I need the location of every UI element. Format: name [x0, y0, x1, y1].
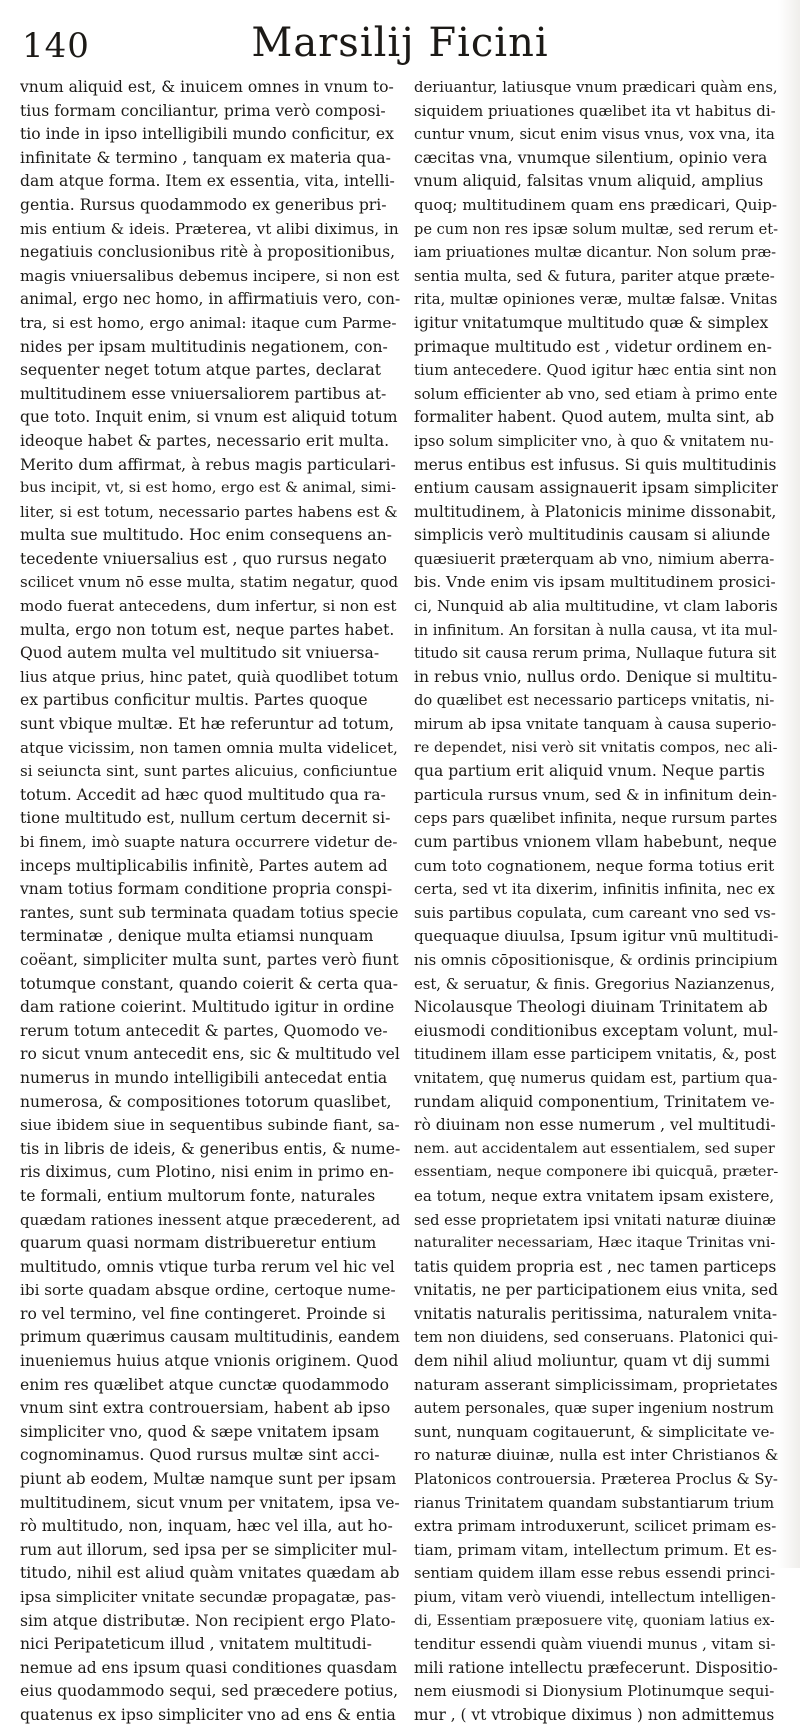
- text-line: cuntur vnum, sicut enim visus vnus, vox vna, ita: [414, 126, 775, 144]
- text-line: mur , ( vt vtrobique diximus ) non admittemus: [414, 1705, 775, 1724]
- text-line: nides per ipsam multitudinis negationem, con-: [20, 337, 388, 356]
- text-line: pe cum non res ipsæ solum multæ, sed rerum et-: [414, 220, 778, 238]
- text-line: bus incipit, vt, si est homo, ergo est & animal, simi-: [20, 480, 397, 497]
- text-line: tione multitudo est, nullum certum decernit si-: [20, 809, 391, 828]
- page-header: [22, 20, 778, 68]
- text-line: simpliciter vno, quod & sæpe vnitatem ipsam: [20, 1422, 380, 1441]
- text-line: liter, si est totum, necessario partes habens est &: [20, 502, 398, 521]
- text-line: nem eiusmodi si Dionysium Plotinumque sequi-: [414, 1682, 775, 1701]
- text-line: nem. aut accidentalem aut essentialem, sed super: [414, 1140, 775, 1157]
- text-line: atque vicissim, non tamen omnia multa videlicet,: [20, 738, 398, 757]
- text-line: ex partibus conficitur multis. Partes quoque: [20, 691, 368, 710]
- page-number: 140: [22, 26, 90, 66]
- text-line: extra primam introduxerunt, scilicet primam es-: [414, 1518, 777, 1536]
- text-line: animal, ergo nec homo, in affirmatiuis vero, con-: [20, 290, 400, 309]
- text-line: multa sue multitudo. Hoc enim consequens an-: [20, 526, 392, 545]
- text-line: mis entium & ideis. Præterea, vt alibi diximus, in: [20, 219, 399, 238]
- text-line: tecedente vniuersalius est , quo rursus negato: [20, 549, 387, 568]
- text-line: sequenter neget totum atque partes, declarat: [20, 361, 382, 380]
- text-line: enim res quælibet atque cunctæ quodammodo: [20, 1375, 389, 1394]
- text-line: sunt vbique multæ. Et hæ referuntur ad totum,: [20, 715, 395, 734]
- text-line: merus entibus est infusus. Si quis multitudinis: [414, 455, 777, 474]
- text-line: piunt ab eodem, Multæ namque sunt per ipsam: [20, 1470, 397, 1489]
- text-line: eiusmodi conditionibus exceptam volunt, mul-: [414, 1021, 778, 1040]
- text-line: tium antecedere. Quod igitur hæc entia sint non: [414, 362, 777, 380]
- text-line: sentia multa, sed & futura, pariter atque præte-: [414, 267, 775, 285]
- text-line: primaque multitudo est , videtur ordinem en-: [414, 337, 772, 356]
- text-line: mili ratione intellectu præfecerunt. Dispositio-: [414, 1658, 778, 1677]
- text-line: bis. Vnde enim vis ipsam multitudinem prosici-: [414, 573, 776, 592]
- text-line: tiam, primam vitam, intellectum primum. Et es-: [414, 1540, 777, 1559]
- text-line: vnitatem, quę numerus quidam est, partium qua-: [414, 1069, 778, 1087]
- text-line: tenditur essendi quàm viuendi munus , vitam si-: [414, 1636, 776, 1654]
- text-line: rum aut illorum, sed ipsa per se simpliciter mul-: [20, 1540, 398, 1559]
- text-line: do quælibet est necessario particeps vnitatis, ni-: [414, 692, 775, 710]
- text-line: quatenus ex ipso simpliciter vno ad ens & entia: [20, 1705, 396, 1724]
- text-line: pium, vitam verò viuendi, intellectum intelligen-: [414, 1589, 776, 1606]
- text-line: tatis quidem propria est , nec tamen particeps: [414, 1257, 777, 1276]
- text-line: certa, sed vt ita dixerim, infinitis infinita, nec ex: [414, 881, 775, 899]
- text-line: terminatæ , denique multa etiamsi nunquam: [20, 927, 374, 946]
- text-line: ea totum, neque extra vnitatem ipsam existere,: [414, 1186, 775, 1205]
- running-head: Marsilij Ficini: [251, 20, 549, 66]
- text-line: vnitatis naturalis peritissima, naturalem vnita-: [414, 1304, 778, 1323]
- text-line: rita, multæ opiniones veræ, multæ falsæ. Vnitas: [414, 291, 778, 309]
- text-line: rerum totum antecedit & partes, Quomodo ve-: [20, 1021, 388, 1040]
- text-line: tis in libris de ideis, & generibus entis, & nume-: [20, 1139, 400, 1158]
- text-line: multa, ergo non totum est, neque partes habet.: [20, 620, 395, 639]
- text-line: si seiuncta sint, sunt partes alicuius, conficiuntue: [20, 762, 398, 781]
- text-line: negatiuis conclusionibus ritè à propositionibus,: [20, 243, 396, 262]
- text-line: ro naturæ diuinæ, nulla est inter Christianos &: [414, 1446, 778, 1465]
- text-line: que toto. Inquit enim, si vnum est aliquid totum: [20, 408, 398, 427]
- text-line: quæsiuerit præterquam ab vno, nimium aberra-: [414, 550, 775, 568]
- text-line: formaliter habent. Quod autem, multa sint, ab: [414, 408, 775, 427]
- text-line: rundam aliquid componentium, Trinitatem ve-: [414, 1092, 775, 1111]
- text-line: tem non diuidens, sed conseruans. Platonici qui-: [414, 1329, 778, 1347]
- text-line: igitur vnitatumque multitudo quæ & simplex: [414, 313, 769, 332]
- text-line: ipsa simpliciter vnitate secundæ propagatæ, pas-: [20, 1588, 396, 1606]
- text-line: ris diximus, cum Plotino, nisi enim in primo en-: [20, 1163, 394, 1182]
- text-line: simplicis verò multitudinis causam si aliunde: [414, 526, 771, 545]
- text-line: mirum ab ipsa vnitate tanquam à causa superio-: [414, 716, 777, 734]
- text-line: gentia. Rursus quodammodo ex generibus pri-: [20, 195, 387, 214]
- text-line: entium causam assignauerit ipsam simpliciter: [414, 479, 778, 498]
- text-line: numerosa, & compositiones totorum quaslibet,: [20, 1092, 392, 1111]
- text-line: titudinem illam esse participem vnitatis, &, post: [414, 1046, 777, 1064]
- text-line: coëant, simpliciter multa sunt, partes verò fiunt: [20, 950, 399, 969]
- text-line: numerus in mundo intelligibili antecedat entia: [20, 1068, 388, 1087]
- text-line: primum quærimus causam multitudinis, eandem: [20, 1328, 400, 1347]
- text-line: in rebus vnio, nullus ordo. Denique si multitu-: [414, 667, 778, 686]
- text-line: Merito dum affirmat, à rebus magis particulari-: [20, 455, 396, 474]
- text-line: quarum quasi normam distribueretur entium: [20, 1234, 377, 1253]
- text-line: sunt, nunquam cogitauerunt, & simplicitate ve-: [414, 1422, 775, 1441]
- text-line: titudo, nihil est aliud quàm vnitates quædam ab: [20, 1564, 400, 1583]
- text-line: multitudinem, sicut vnum per vnitatem, ipsa ve-: [20, 1493, 400, 1512]
- text-line: nemue ad ens ipsum quasi conditiones quasdam: [20, 1658, 398, 1677]
- text-line: titudo sit causa rerum prima, Nullaque futura sit: [414, 645, 777, 663]
- text-line: sed esse proprietatem ipsi vnitati naturæ diuinæ: [414, 1211, 777, 1229]
- text-line: particula rursus vnum, sed & in infinitum dein-: [414, 785, 777, 804]
- text-line: ideoque habet & partes, necessario erit multa.: [20, 431, 390, 450]
- text-line: rantes, sunt sub terminata quadam totius specie: [20, 903, 399, 922]
- text-line: cum partibus vnionem vllam habebunt, neque: [414, 833, 777, 851]
- text-line: ceps pars quælibet infinita, neque rursum partes: [414, 810, 778, 828]
- text-line: ci, Nunquid ab alia multitudine, vt clam laboris: [414, 597, 778, 616]
- text-line: cæcitas vna, vnumque silentium, opinio vera: [414, 148, 768, 167]
- text-line: ro sicut vnum antecedit ens, sic & multitudo vel: [20, 1045, 400, 1064]
- text-line: dem nihil aliud moliuntur, quam vt dij summi: [414, 1352, 770, 1371]
- right-text-column: [414, 76, 778, 1728]
- text-line: cum toto cognationem, neque forma totius erit: [414, 856, 775, 875]
- text-line: multitudo, omnis vtique turba rerum vel hic vel: [20, 1257, 395, 1276]
- text-line: inueniemus huius atque vnionis originem. Quod: [20, 1352, 399, 1371]
- text-line: multitudinem esse vniuersaliorem partibus at-: [20, 384, 387, 403]
- text-line: ibi sorte quadam absque ordine, certoque nume-: [20, 1281, 396, 1300]
- text-line: sim atque distributæ. Non recipient ergo Plato-: [20, 1611, 396, 1630]
- text-line: vnam totius formam conditione propria conspi-: [20, 880, 393, 899]
- text-line: Platonicos controuersia. Præterea Proclus & Sy-: [414, 1471, 778, 1489]
- left-text-column: [20, 76, 400, 1728]
- text-line: solum efficienter ab vno, sed etiam à primo ente: [414, 385, 778, 403]
- text-line: lius atque prius, hinc patet, quià quodlibet totum: [20, 667, 399, 686]
- text-line: te formali, entium multorum fonte, naturales: [20, 1186, 376, 1205]
- text-line: quequaque diuulsa, Ipsum igitur vnū multitudi-: [414, 927, 778, 946]
- text-line: naturam asserant simplicissimam, proprietates: [414, 1375, 778, 1394]
- text-line: quædam rationes inessent atque præcederent, ad: [20, 1210, 400, 1229]
- text-line: vnum aliquid est, & inuicem omnes in vnum to-: [20, 78, 394, 96]
- text-line: vnum aliquid, falsitas vnum aliquid, amplius: [414, 172, 764, 191]
- text-line: est, & seruatur, & finis. Gregorius Nazianzenus,: [414, 975, 775, 993]
- text-line: iam priuationes multæ dicantur. Non solum præ-: [414, 244, 777, 262]
- text-line: totumque constant, quando coierit & certa qua-: [20, 974, 398, 993]
- text-line: magis vniuersalibus debemus incipere, si non est: [20, 266, 400, 285]
- text-line: totum. Accedit ad hæc quod multitudo qua ra-: [20, 785, 386, 804]
- text-line: ro vel termino, vel fine contingeret. Proinde si: [20, 1304, 386, 1323]
- text-line: suis partibus copulata, cum careant vno sed vs-: [414, 903, 776, 922]
- text-line: in infinitum. An forsitan à nulla causa, vt ita mul-: [414, 621, 778, 639]
- text-line: dam atque forma. Item ex essentia, vita, intelli-: [20, 172, 395, 191]
- text-line: deriuantur, latiusque vnum prædicari quàm ens,: [414, 79, 778, 96]
- text-line: scilicet vnum nō esse multa, statim negatur, quod: [20, 573, 399, 592]
- text-line: autem personales, quæ super ingenium nostrum: [414, 1400, 774, 1418]
- text-line: dam ratione coierint. Multitudo igitur in ordine: [20, 998, 395, 1017]
- text-line: inceps multiplicabilis infinitè, Partes autem ad: [20, 856, 388, 875]
- text-line: Quod autem multa vel multitudo sit vniuersa-: [20, 644, 380, 663]
- text-line: rò multitudo, non, inquam, hæc vel illa, aut ho-: [20, 1517, 393, 1536]
- text-line: modo fuerat antecedens, dum infertur, si non est: [20, 597, 397, 616]
- text-line: rò diuinam non esse numerum , vel multitudi-: [414, 1116, 776, 1135]
- text-line: rianus Trinitatem quandam substantiarum trium: [414, 1494, 775, 1512]
- text-line: cognominamus. Quod rursus multæ sint acci-: [20, 1446, 380, 1465]
- text-line: vnum sint extra controuersiam, habent ab ipso: [20, 1399, 391, 1418]
- text-line: infinitate & termino , tanquam ex materia qua-: [20, 148, 391, 167]
- text-line: sentiam quidem illam esse rebus essendi princi-: [414, 1565, 776, 1583]
- text-line: re dependet, nisi verò sit vnitatis compos, nec ali-: [414, 739, 778, 756]
- text-line: eius quodammodo sequi, sed præcedere potius,: [20, 1682, 399, 1701]
- text-line: tio inde in ipso intelligibili mundo conficitur, ex: [20, 125, 394, 144]
- text-line: essentiam, neque componere ibi quicquā, præter-: [414, 1164, 778, 1181]
- text-line: ipso solum simpliciter vno, à quo & vnitatem nu-: [414, 432, 774, 450]
- text-line: bi finem, imò suapte natura occurrere videtur de-: [20, 833, 398, 851]
- text-line: tius formam conciliantur, prima verò composi-: [20, 101, 386, 120]
- text-line: nici Peripateticum illud , vnitatem multitudi-: [20, 1635, 372, 1654]
- text-line: quoq; multitudinem quam ens prædicari, Quip-: [414, 195, 778, 214]
- text-line: qua partium erit aliquid vnum. Neque partis: [414, 762, 765, 781]
- text-line: siquidem priuationes quælibet ita vt habitus di-: [414, 101, 776, 120]
- text-line: nis omnis cōpositionisque, & ordinis principium: [414, 950, 778, 969]
- page-edge-shadow: [778, 0, 800, 1568]
- text-line: tra, si est homo, ergo animal: itaque cum Parme-: [20, 313, 397, 332]
- text-line: naturaliter necessariam, Hæc itaque Trinitas vni-: [414, 1235, 776, 1252]
- text-line: Nicolausque Theologi diuinam Trinitatem ab: [414, 998, 768, 1017]
- text-line: multitudinem, à Platonicis minime dissonabit,: [414, 502, 777, 521]
- text-line: vnitatis, ne per participationem eius vnita, sed: [414, 1281, 778, 1300]
- text-line: siue ibidem siue in sequentibus subinde fiant, sa-: [20, 1116, 400, 1135]
- text-line: di, Essentiam præposuere vitę, quoniam latius ex-: [414, 1612, 775, 1629]
